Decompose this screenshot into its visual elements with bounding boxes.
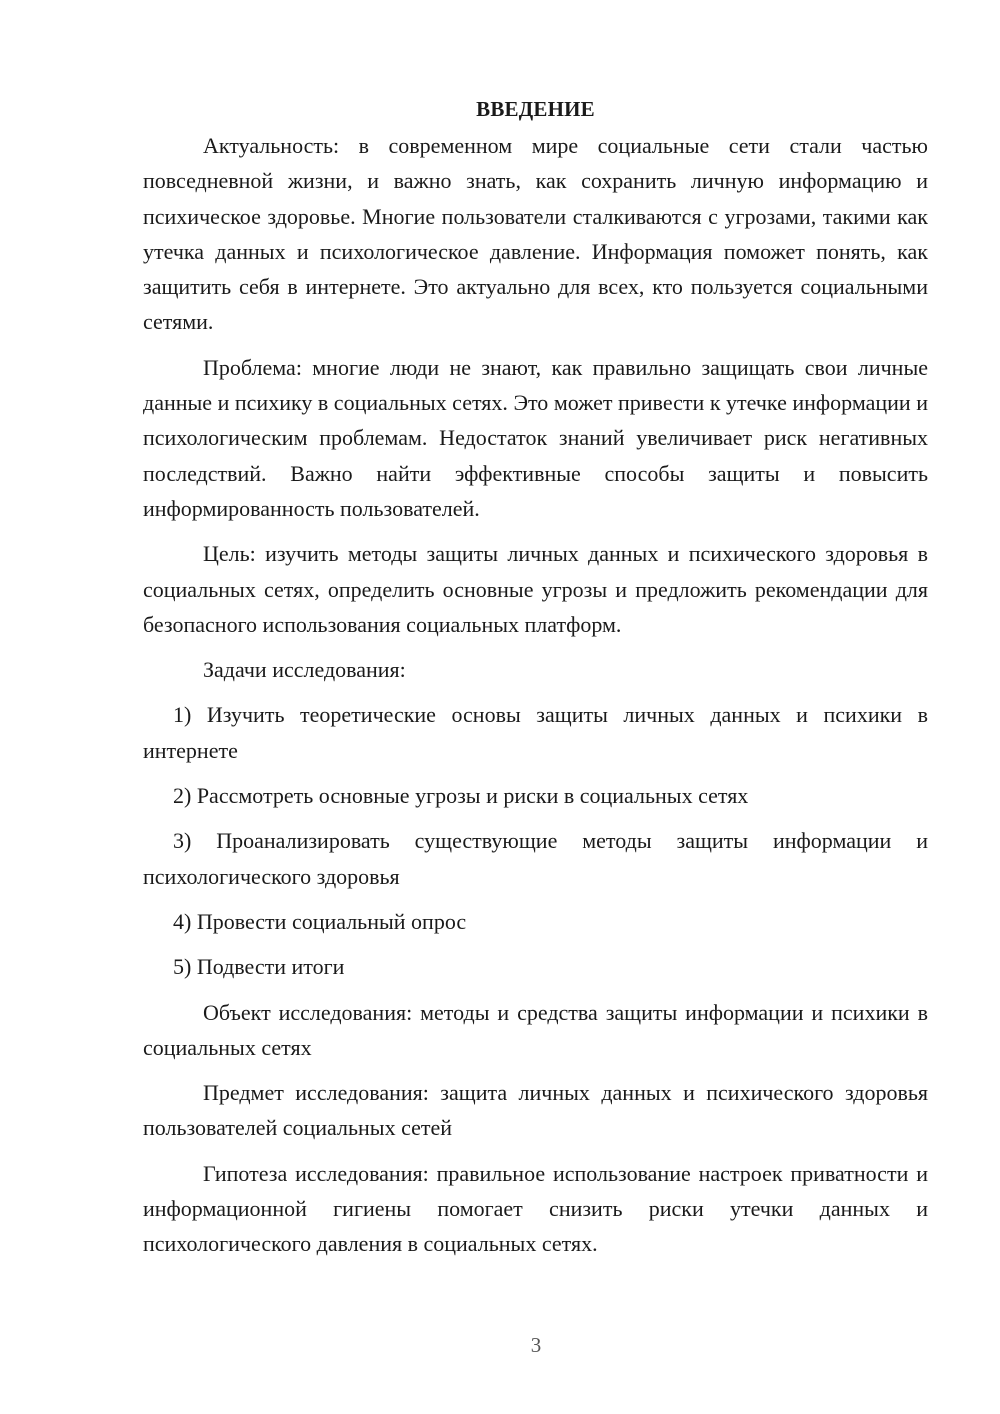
goal-paragraph: Цель: изучить методы защиты личных данных и психического здоровья в социальных сетях, определить основные угрозы и предложить рекомендации для безопасного использования социальных платформ. <box>143 541 928 637</box>
problem-paragraph: Проблема: многие люди не знают, как правильно защищать свои личные данные и психику в социальных сетях. Это может привести к утечке информации и психологическим проблемам. Недостаток знаний увеличивает риск негативных последствий. Важно найти эффективные способы защиты и повысить информированность пользователей. <box>143 354 928 521</box>
relevance-paragraph: Актуальность: в современном мире социальные сети стали частью повседневной жизни, и важно знать, как сохранить личную информацию и психическое здоровье. Многие пользователи сталкиваются с угрозами, такими как утечка данных и психологическое давление. Информация поможет понять, как защитить себя в интернете. Это актуально для всех, кто пользуется социальными сетями. <box>143 133 928 335</box>
task-item-3: 3) Проанализировать существующие методы защиты информации и психологического здоровья <box>143 828 928 889</box>
task-item-1: 1) Изучить теоретические основы защиты личных данных и психики в интернете <box>143 702 928 763</box>
subject-paragraph: Предмет исследования: защита личных данных и психического здоровья пользователей социальных сетей <box>143 1080 928 1141</box>
page-number: 3 <box>530 1333 542 1357</box>
tasks-intro: Задачи исследования: <box>203 657 406 683</box>
section-heading: ВВЕДЕНИЕ <box>476 97 595 121</box>
page-content <box>143 92 928 1272</box>
object-paragraph: Объект исследования: методы и средства защиты информации и психики в социальных сетях <box>143 999 928 1060</box>
task-item-4: 4) Провести социальный опрос <box>173 908 467 934</box>
task-item-5: 5) Подвести итоги <box>173 954 345 980</box>
task-item-2: 2) Рассмотреть основные угрозы и риски в социальных сетях <box>173 783 749 809</box>
hypothesis-paragraph: Гипотеза исследования: правильное использование настроек приватности и информационной гигиены помогает снизить риски утечки данных и психологического давления в социальных сетях. <box>143 1160 928 1257</box>
